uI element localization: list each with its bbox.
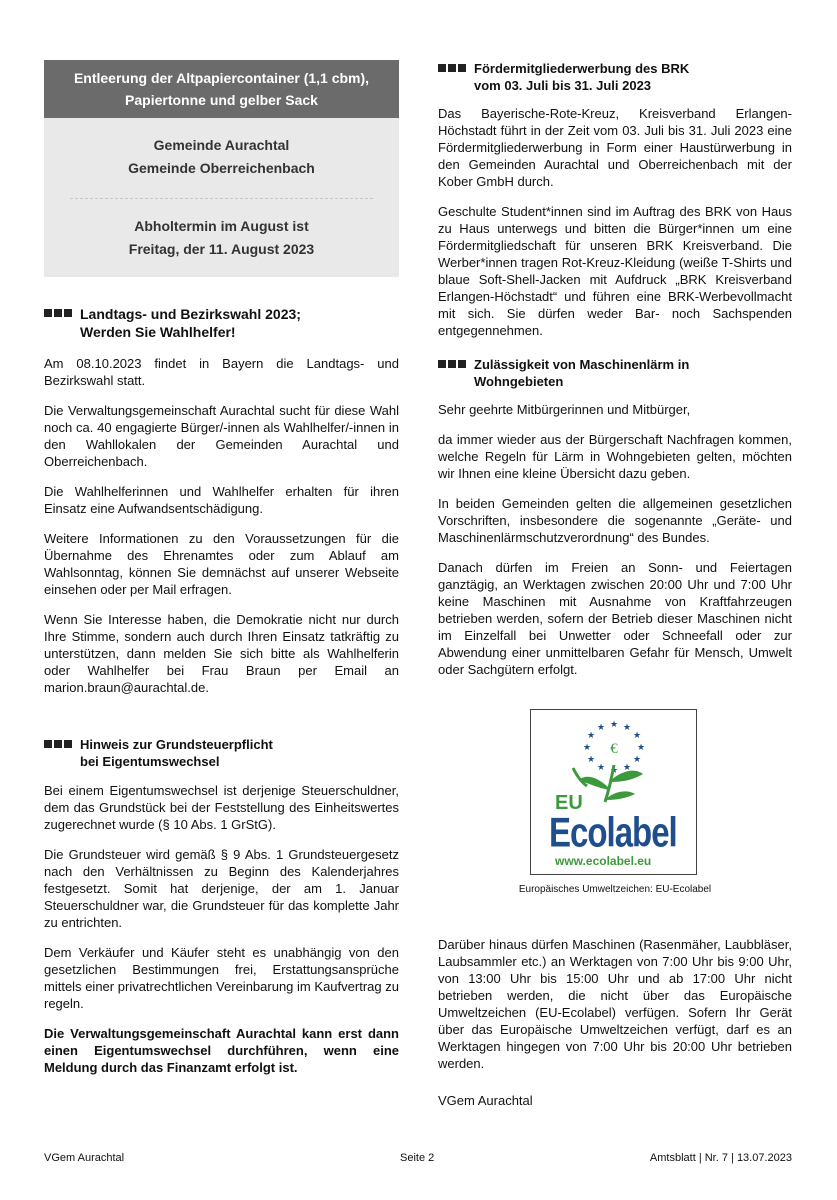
svg-text:★: ★: [596, 722, 606, 732]
waste-box-title-line2: Papiertonne und gelber Sack: [125, 92, 318, 108]
section-marker-icon: [44, 305, 72, 341]
svg-text:★: ★: [609, 765, 619, 775]
signature: VGem Aurachtal: [438, 1093, 533, 1108]
footer-issue: Amtsblatt | Nr. 7 | 13.07.2023: [649, 1152, 792, 1164]
svg-text:★: ★: [636, 742, 646, 752]
property-tax-heading-line1: Hinweis zur Grundsteuerpflicht: [80, 737, 273, 752]
machine-noise-heading: [438, 356, 792, 390]
machine-noise-section: [438, 356, 792, 691]
property-tax-paragraph: Bei einem Eigentumswechsel ist derjenige Steuerschuldner, dem das Grundstück bei der Feststellung des Einheitswertes zugerechnet wurde (§ 10 Abs. 1 GrStG).: [44, 783, 399, 832]
waste-collection-box: [44, 60, 399, 277]
footer-left: VGem Aurachtal: [44, 1152, 125, 1164]
machine-noise-heading-line1: Zulässigkeit von Maschinenlärm in: [474, 357, 690, 372]
brk-section: [438, 60, 792, 352]
community-aurachtal: Gemeinde Aurachtal: [153, 137, 290, 153]
machine-noise-continued: [438, 936, 792, 1109]
brk-heading: [438, 60, 792, 94]
pickup-line1: Abholtermin im August ist: [134, 218, 309, 234]
machine-noise-heading-line2: Wohngebieten: [474, 374, 564, 389]
brk-paragraph: Geschulte Student*innen sind im Auftrag des BRK von Haus zu Haus unterwegs und bitten die Bürger*innen um eine Fördermitgliedschaft für unseren BRK Kreisverband. Die Werber*innen tragen Rot-Kreuz-Kleidung (weiße T-Shirts und blaue Soft-Shell-Jacken mit Aufdruck „BRK Kreisverband Erlangen-Höchstadt“ und führen eine BRK-Werbevollmacht mit sich. Sie dürfen weder Bar- noch Sachspenden entgegennehmen.: [438, 204, 792, 338]
election-paragraph: Weitere Informationen zu den Voraussetzungen für die Übernahme des Ehrenamtes oder zum Ablauf am Wahlsonntag, können Sie demnächst auf unserer Webseite einsehen oder per Mail erfragen.: [44, 531, 399, 597]
election-paragraph: Am 08.10.2023 findet in Bayern die Landtags- und Bezirkswahl statt.: [44, 356, 399, 388]
election-heading-line2: Werden Sie Wahlhelfer!: [80, 324, 236, 340]
property-tax-heading-line2: bei Eigentumswechsel: [80, 754, 220, 769]
property-tax-heading: [44, 736, 399, 770]
box-divider: [70, 198, 373, 199]
svg-text:★: ★: [586, 754, 596, 764]
ecolabel-caption: Europäisches Umweltzeichen: EU-Ecolabel: [518, 884, 712, 895]
property-tax-paragraph: Die Grundsteuer wird gemäß § 9 Abs. 1 Grundsteuergesetz nach den Verhältnissen zu Beginn des Kalenderjahres festgesetzt. Somit hat derjenige, der am 1. Januar Steuerschuldner war, die Grundsteuer für das komplette Jahr zu entrichten.: [44, 847, 399, 930]
footer-page-number: Seite 2: [400, 1152, 435, 1164]
waste-box-body: [44, 118, 399, 277]
section-marker-icon: [438, 356, 466, 390]
property-tax-section: [44, 736, 399, 1089]
pickup-date: Freitag, der 11. August 2023: [128, 241, 315, 257]
ecolabel-wordmark: Ecolabel: [549, 808, 677, 855]
election-paragraph: Wenn Sie Interesse haben, die Demokratie nicht nur durch Ihre Stimme, sondern auch durch Ihren Einsatz tatkräftig zu unterstützen, dann melden Sie sich bitte als Wahlhelferin oder Wahlhelfer bei Frau Braun per Email an marion.braun@aurachtal.de.: [44, 612, 399, 695]
brk-paragraph: Das Bayerische-Rote-Kreuz, Kreisverband Erlangen-Höchstadt führt in der Zeit vom 03. Juli bis 31. Juli 2023 eine Fördermitgliederwerbung in Form einer Haustürwerbung in den Gemeinden Aurachtal und Oberreichenbach mit der Kober GmbH durch.: [438, 106, 792, 189]
noise-paragraph: Danach dürfen im Freien an Sonn- und Feiertagen ganztägig, an Werktagen zwischen 20:00 Uhr und 7:00 Uhr keine Maschinen mit Ausnahme von Kraftfahrzeugen betrieben werden, sofern der Betrieb dieser Maschinen nicht im Einzelfall bei Unwetter oder Schneefall oder zur Abwendung einer unmittelbaren Gefahr für Mensch, Umwelt oder Sachgütern erfolgt.: [438, 560, 792, 677]
svg-text:€: €: [610, 741, 618, 757]
ecolabel-eu-text: EU: [555, 792, 583, 814]
waste-box-title: [44, 60, 399, 118]
section-marker-icon: [44, 736, 72, 770]
noise-paragraph: Sehr geehrte Mitbürgerinnen und Mitbürger,: [438, 402, 691, 417]
section-marker-icon: [438, 60, 466, 94]
property-tax-notice: Die Verwaltungsgemeinschaft Aurachtal kann erst dann einen Eigentumswechsel durchführen, wenn eine Meldung durch das Finanzamt erfolgt ist.: [44, 1026, 399, 1075]
ecolabel-url: www.ecolabel.eu: [555, 854, 652, 868]
svg-text:★: ★: [632, 730, 642, 740]
noise-paragraph: In beiden Gemeinden gelten die allgemeinen gesetzlichen Vorschriften, insbesondere die sogenannte „Geräte- und Maschinenlärmschutzverordnung“ des Bundes.: [438, 496, 792, 545]
brk-heading-line2: vom 03. Juli bis 31. Juli 2023: [474, 78, 652, 93]
election-section: [44, 305, 399, 709]
election-paragraph: Die Verwaltungsgemeinschaft Aurachtal sucht für diese Wahl noch ca. 40 engagierte Bürger/-innen als Wahlhelfer/-innen in den Wahllokalen der Gemeinden Aurachtal und Oberreichenbach.: [44, 403, 399, 469]
svg-text:★: ★: [582, 742, 592, 752]
election-paragraph: Die Wahlhelferinnen und Wahlhelfer erhalten für ihren Einsatz eine Aufwandsentschädigung.: [44, 484, 399, 516]
brk-heading-line1: Fördermitgliederwerbung des BRK: [474, 61, 690, 76]
svg-text:★: ★: [586, 730, 596, 740]
eu-ecolabel-logo: [530, 709, 697, 875]
community-oberreichenbach: Gemeinde Oberreichenbach: [128, 160, 315, 176]
svg-text:★: ★: [596, 762, 606, 772]
svg-text:★: ★: [622, 762, 632, 772]
noise-paragraph: Darüber hinaus dürfen Maschinen (Rasenmäher, Laubbläser, Laubsammler etc.) an Werktagen von 7:00 Uhr bis 9:00 Uhr, von 13:00 Uhr bis 15:00 Uhr und ab 17:00 Uhr nicht betrieben werden, die nicht über das Europäische Umweltzeichen (EU-Ecolabel) verfügen. Sofern Ihr Gerät über das Europäische Umweltzeichen verfügt, darf es an Werktagen hingegen von 7:00 Uhr bis 20:00 Uhr betrieben werden.: [438, 937, 792, 1071]
noise-paragraph: da immer wieder aus der Bürgerschaft Nachfragen kommen, welche Regeln für Lärm in Wohngebieten gelten, möchten wir Ihnen eine kleine Übersicht dazu geben.: [438, 432, 792, 481]
waste-box-title-line1: Entleerung der Altpapiercontainer (1,1 cbm),: [73, 70, 370, 86]
svg-text:★: ★: [622, 722, 632, 732]
svg-text:★: ★: [632, 754, 642, 764]
svg-text:★: ★: [609, 719, 619, 729]
election-heading: [44, 305, 399, 341]
property-tax-paragraph: Dem Verkäufer und Käufer steht es unabhängig von den gesetzlichen Bestimmungen frei, Erstattungsansprüche mittels einer privatrechtlichen Vereinbarung im Kaufvertrag zu regeln.: [44, 945, 399, 1011]
election-heading-line1: Landtags- und Bezirkswahl 2023;: [80, 306, 301, 322]
